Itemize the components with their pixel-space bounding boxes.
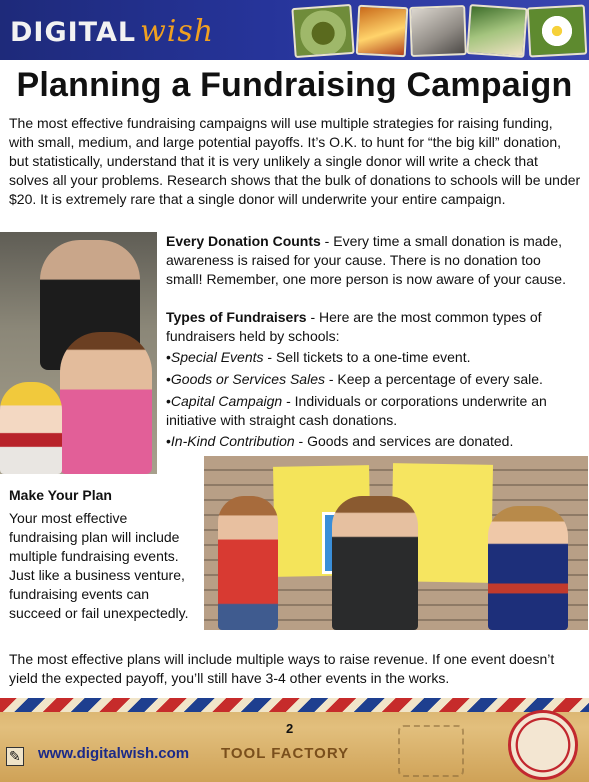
postmark-icon (398, 725, 464, 777)
banner-photo-camera (409, 5, 467, 57)
plan-heading: Make Your Plan (9, 487, 112, 503)
every-donation-heading: Every Donation Counts (166, 233, 321, 249)
intro-paragraph: The most effective fundraising campaigns will use multiple strategies for raising funding, with small, medium, and large potential payoffs. It’s O.K. to hunt for “the big kill” donation, but statistically, understand that it is very unlikely a single donor will write a check that solves all your problems. Research shows that the bulk of donations to schools will be under $20. It is extremely rare that a single donor will underwrite your entire campaign. (9, 115, 581, 207)
fundraising-seal-icon (508, 710, 578, 780)
header-banner (0, 0, 589, 60)
banner-photo-bug (291, 4, 354, 58)
list-item: •Goods or Services Sales - Keep a percentage of every sale. (166, 371, 543, 387)
digitalwish-logo[interactable] (10, 14, 214, 49)
tool-factory-logo[interactable]: TOOL FACTORY (221, 745, 350, 762)
every-donation-text: - Every time a small donation is made, awareness is raised for your cause. There is no donation too small! Remember, one more person is now aware of your cause. (166, 233, 566, 287)
airmail-stripe (0, 698, 589, 712)
types-heading: Types of Fundraisers (166, 309, 307, 325)
page-title: Planning a Fundraising Campaign (16, 66, 573, 104)
banner-photo-flower (527, 5, 588, 58)
photo-man-and-girl (0, 232, 157, 474)
every-donation-paragraph (166, 232, 581, 289)
list-item: •Special Events - Sell tickets to a one-time event. (166, 349, 471, 365)
logo-part1: DIGITAL (10, 17, 137, 48)
types-text: - Here are the most common types of fundraisers held by schools: (166, 309, 542, 344)
list-item: •In-Kind Contribution - Goods and services are donated. (166, 433, 514, 449)
outro-paragraph: The most effective plans will include multiple ways to raise revenue. If one event doesn’t yield the expected payoff, you’ll still have 3-4 other events in the works. (9, 651, 555, 686)
banner-photo-kids (466, 4, 527, 58)
website-link[interactable]: www.digitalwish.com (38, 745, 190, 762)
page-number: 2 (286, 721, 294, 736)
types-paragraph (166, 308, 581, 346)
logo-part2: wish (140, 14, 215, 49)
plan-paragraph: Your most effective fundraising plan will include multiple fundraising events. Just like a business venture, fundraising events can succeed or fail unexpectedly. (9, 510, 189, 621)
fold-icon[interactable]: ✎ (6, 747, 66, 777)
photo-kids-with-signs (204, 456, 588, 630)
banner-photo-paint (356, 5, 409, 58)
list-item: •Capital Campaign - Individuals or corporations underwrite an initiative with straight cash donations. (166, 393, 547, 428)
